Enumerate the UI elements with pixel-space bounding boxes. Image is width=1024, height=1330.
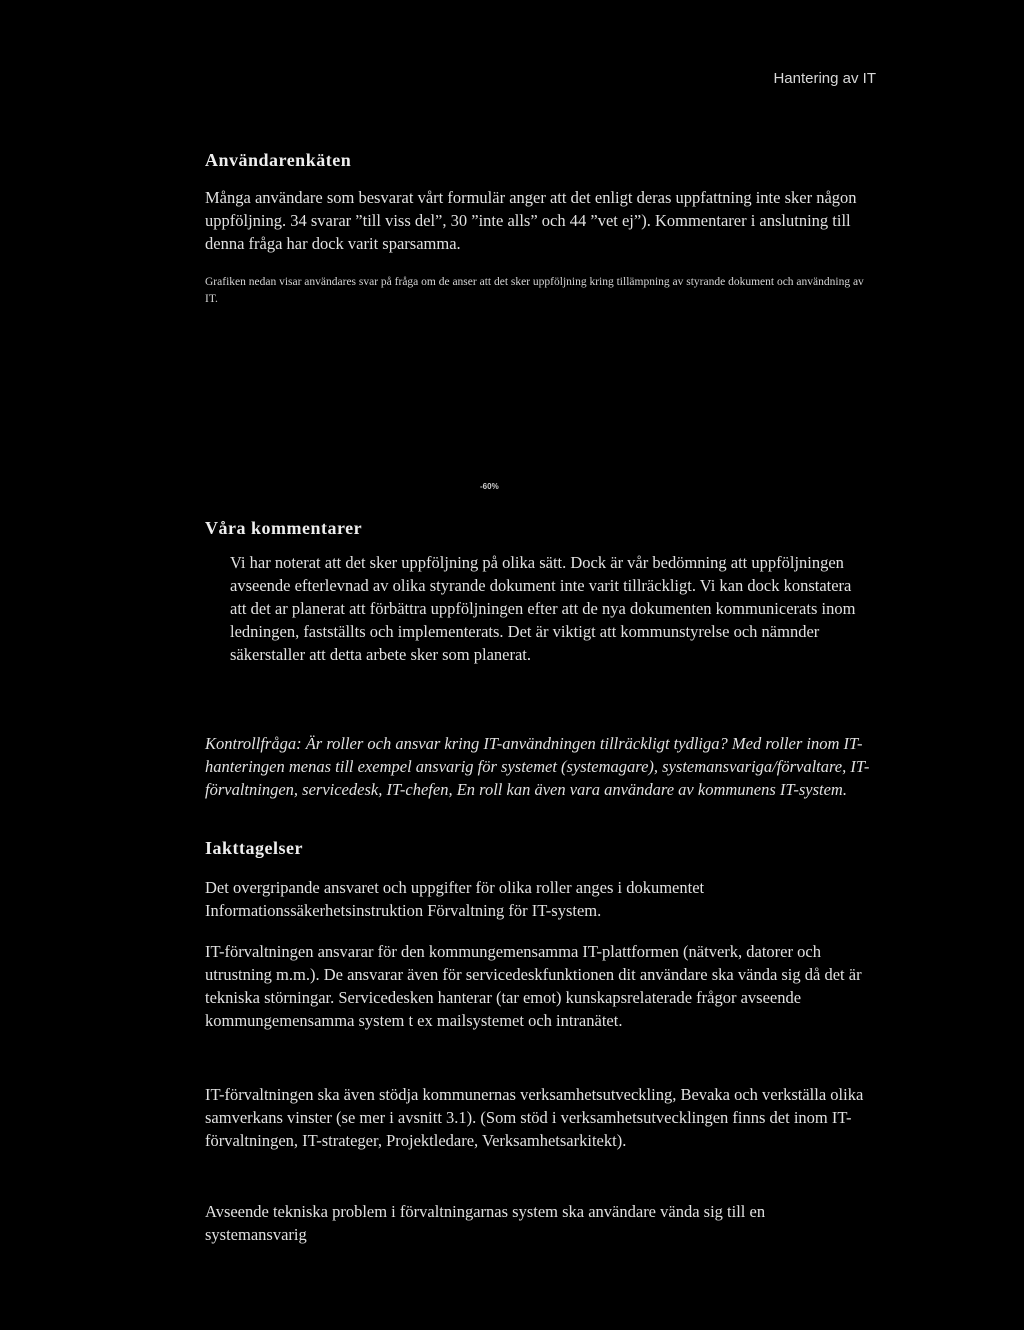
observation-paragraph-4: Avseende tekniska problem i förvaltningarnas system ska användare vända sig till en systemansvarig (205, 1202, 766, 1244)
survey-heading: Användarenkäten (205, 150, 352, 170)
comments-heading: Våra kommentarer (205, 518, 363, 538)
control-question: Kontrollfråga: Är roller och ansvar kring IT-användningen tillräckligt tydliga? Med roller inom IT-hanteringen menas till exempel ansvarig för systemet (systemagare), systemansvariga/förvaltare, IT-förvaltningen, servicedesk, IT-chefen, En roll kan även vara användare av kommunens IT-system. (205, 734, 870, 799)
observation-paragraph-3: IT-förvaltningen ska även stödja kommunernas verksamhetsutveckling, Bevaka och verkställa olika samverkans vinster (se mer i avsnitt 3.1). (Som stöd i verksamhetsutvecklingen finns det inom IT-förvaltningen, IT-strateger, Projektledare, Verksamhetsarkitekt). (205, 1085, 864, 1150)
comments-paragraph: Vi har noterat att det sker uppföljning på olika sätt. Dock är vår bedömning att uppföljningen avseende efterlevnad av olika styrande dokument inte varit tillräckligt. Vi kan dock konstatera att det ar planerat att förbättra uppföljningen efter att de nya dokumenten kommunicerats inom ledningen, fastställts och implementerats. Det är viktigt att kommunstyrelse och nämnder säkerstaller att detta arbete sker som planerat. (230, 553, 856, 664)
observations-heading: Iakttagelser (205, 838, 303, 858)
chart-fragment-label: -60% (480, 482, 499, 491)
chart-caption: Grafiken nedan visar användares svar på fråga om de anser att det sker uppföljning kring tillämpning av styrande dokument och användning av IT. (205, 276, 864, 305)
page-header-title: Hantering av IT (773, 70, 876, 87)
observation-paragraph-1: Det overgripande ansvaret och uppgifter för olika roller anges i dokumentet Informationssäkerhetsinstruktion Förvaltning för IT-system. (205, 878, 705, 920)
observation-paragraph-2: IT-förvaltningen ansvarar för den kommungemensamma IT-plattformen (nätverk, datorer och utrustning m.m.). De ansvarar även för servicedeskfunktionen dit användare ska vända sig då det är tekniska störningar. Servicedesken hanterar (tar emot) kunskapsrelaterade frågor avseende kommungemensamma system t ex mailsystemet och intranätet. (205, 942, 862, 1030)
survey-paragraph: Många användare som besvarat vårt formulär anger att det enligt deras uppfattning inte sker någon uppföljning. 34 svarar ”till viss del”, 30 ”inte alls” och 44 ”vet ej”). Kommentarer i anslutning till denna fråga har dock varit sparsamma. (205, 188, 857, 253)
